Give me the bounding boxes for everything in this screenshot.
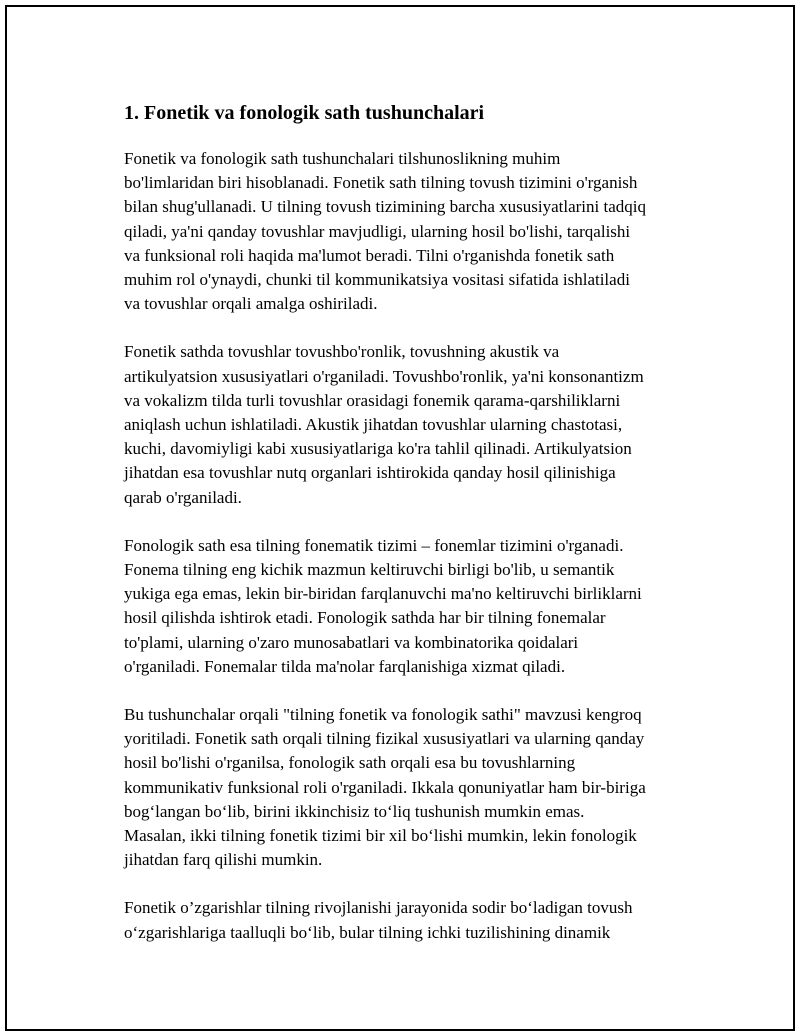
paragraph [124,147,704,316]
paragraph [124,340,704,509]
text-line: qiladi, ya'ni qanday tovushlar mavjudligi, ularning hosil bo'lishi, tarqalishi [124,221,631,241]
text-line: va tovushlar orqali amalga oshiriladi. [124,294,378,314]
text-line: kuchi, davomiyligi kabi xususiyatlariga ko'ra tahlil qilinadi. Artikulyatsion [124,439,632,459]
text-line: va vokalizm tilda turli tovushlar orasidagi fonemik qarama-qarshiliklarni [124,390,621,410]
text-line: aniqlash uchun ishlatiladi. Akustik jihatdan tovushlar ularning chastotasi, [124,415,623,435]
paragraph-list [124,147,704,945]
text-line: jihatdan farq qilishi mumkin. [124,850,323,870]
text-line: jihatdan esa tovushlar nutq organlari ishtirokida qanday hosil qilinishiga [124,463,616,483]
text-line: kommunikativ funksional roli o'rganiladi. Ikkala qonuniyatlar ham bir-biriga [124,777,646,797]
text-line: artikulyatsion xususiyatlari o'rganiladi. Tovushbo'ronlik, ya'ni konsonantizm [124,366,644,386]
text-line: Fonetik sathda tovushlar tovushbo'ronlik, tovushning akustik va [124,342,560,362]
text-line: Fonetik va fonologik sath tushunchalari tilshunoslikning muhim [124,149,561,168]
text-line: o'rganiladi. Fonemalar tilda ma'nolar farqlanishiga xizmat qiladi. [124,656,566,676]
text-line: to'plami, ularning o'zaro munosabatlari va kombinatorika qoidalari [124,632,579,652]
text-line: bilan shug'ullanadi. U tilning tovush tizimining barcha xususiyatlarini tadqiq [124,197,646,217]
text-line: Masalan, ikki tilning fonetik tizimi bir xil bo‘lishi mumkin, lekin fonologik [124,826,637,846]
text-line: bo'limlaridan biri hisoblanadi. Fonetik sath tilning tovush tizimini o'rganish [124,173,638,193]
page-frame [5,5,795,1031]
text-line: Fonema tilning eng kichik mazmun keltiruvchi birligi bo'lib, u semantik [124,560,615,580]
text-line: yoritiladi. Fonetik sath orqali tilning fizikal xususiyatlari va ularning qanday [124,729,645,749]
document-body [124,101,704,969]
text-line: va funksional roli haqida ma'lumot beradi. Tilni o'rganishda fonetik sath [124,245,615,265]
text-line: Bu tushunchalar orqali "tilning fonetik va fonologik sathi" mavzusi kengroq [124,705,642,725]
text-line: qarab o'rganiladi. [124,487,242,507]
text-line: Fonologik sath esa tilning fonematik tizimi – fonemlar tizimini o'rganadi. [124,535,624,555]
text-line: muhim rol o'ynaydi, chunki til kommunikatsiya vositasi sifatida ishlatiladi [124,270,630,290]
section-heading: 1. Fonetik va fonologik sath tushunchalari [124,102,485,124]
text-line: hosil qilishda ishtirok etadi. Fonologik sathda har bir tilning fonemalar [124,608,606,628]
paragraph [124,896,704,944]
text-line: Fonetik o’zgarishlar tilning rivojlanishi jarayonida sodir bo‘ladigan tovush [124,898,633,918]
text-line: yukiga ega emas, lekin bir-biridan farqlanuvchi ma'no keltiruvchi birliklarni [124,584,642,604]
text-line: bog‘langan bo‘lib, birini ikkinchisiz to‘liq tushunish mumkin emas. [124,801,585,821]
text-line: o‘zgarishlariga taalluqli bo‘lib, bular tilning ichki tuzilishining dinamik [124,922,611,942]
text-line: hosil bo'lishi o'rganilsa, fonologik sath orqali esa bu tovushlarning [124,753,576,773]
paragraph [124,703,704,872]
paragraph [124,534,704,679]
